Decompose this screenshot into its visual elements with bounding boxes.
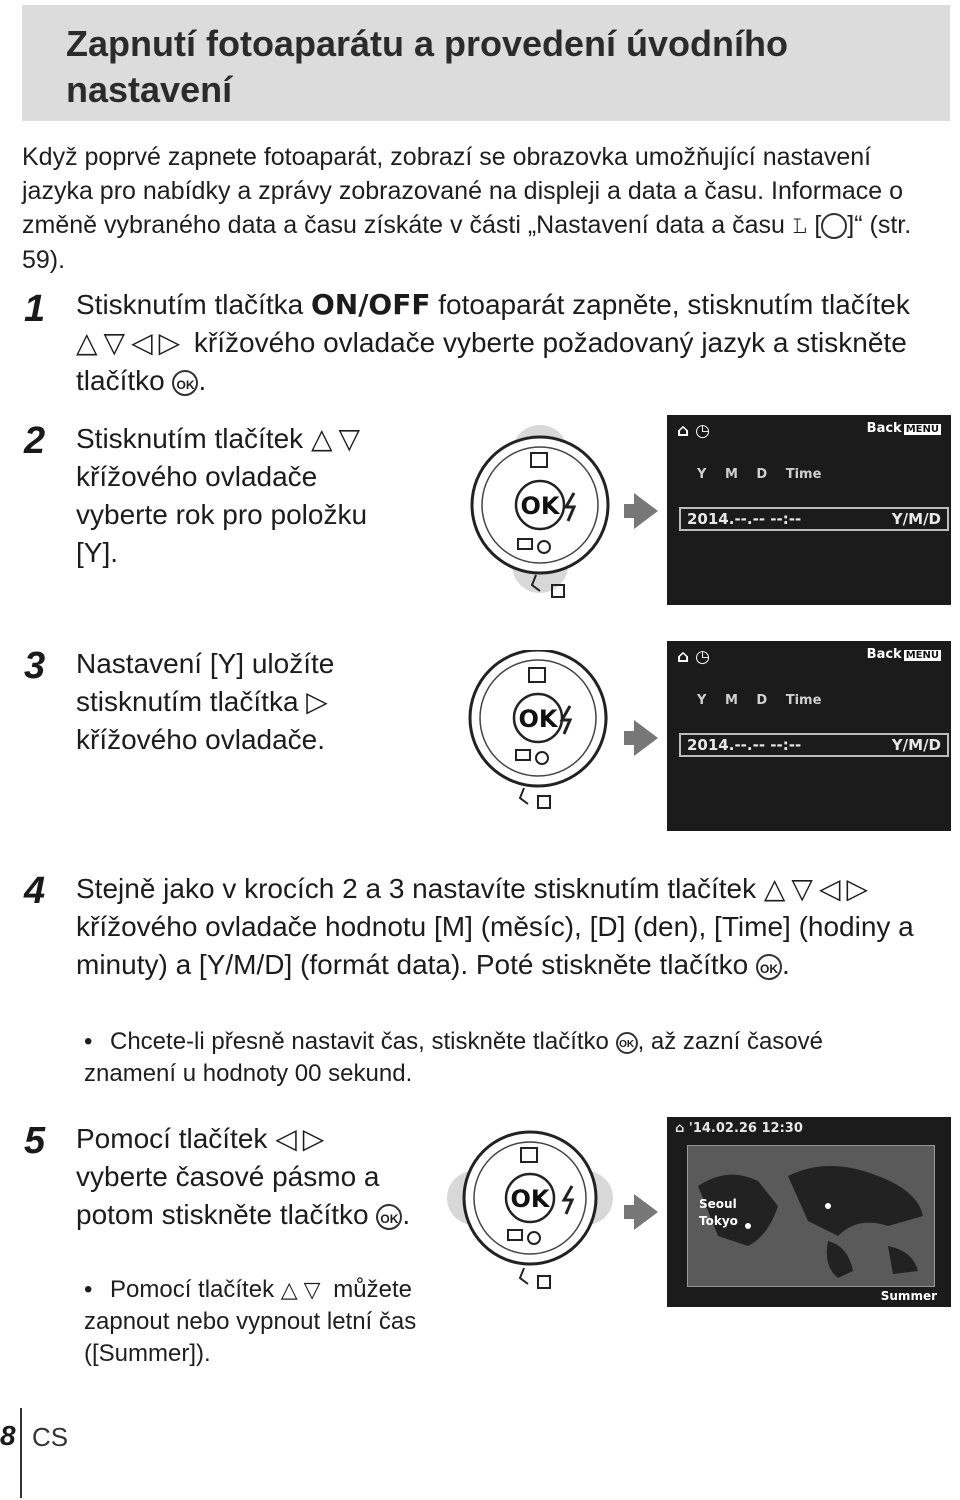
- step-5-number: 5: [24, 1120, 46, 1162]
- lcd-columns: Y M D Time: [697, 693, 822, 708]
- menu-tag: MENU: [905, 424, 939, 435]
- lcd-world-time: [667, 1117, 951, 1307]
- up-down-icon: △▽: [280, 1277, 327, 1302]
- language-code: CS: [32, 1422, 69, 1452]
- right-icon: ▷: [306, 686, 334, 717]
- control-dial-step3: [458, 650, 618, 815]
- lcd-format: Y/M/D: [891, 736, 941, 754]
- step-5-text-b: vyberte časové pásmo a potom stiskněte tlačítko: [76, 1161, 380, 1230]
- lcd-columns: Y M D Time: [697, 467, 822, 482]
- step-3-text: [76, 645, 396, 759]
- ok-button-icon: OK: [376, 1204, 402, 1230]
- step-2-text-b: křížového ovladače vyberte rok pro položku [Y].: [76, 461, 368, 568]
- lcd-date-field: 2014.--.-- --:--: [679, 507, 949, 531]
- step-2-text: [76, 420, 416, 572]
- step-1-text-c: křížového ovladače vyberte požadovaný jazyk a stiskněte tlačítko: [76, 327, 907, 396]
- svg-text:OK: OK: [510, 1185, 550, 1213]
- back-label: Back MENU: [866, 647, 939, 662]
- step-1-end: .: [198, 365, 207, 396]
- world-time-header: ⌂ '14.02.26 12:30: [675, 1121, 803, 1136]
- step-5-bullet: • Pomocí tlačítek △▽ můžete zapnout nebo vypnout letní čas ([Summer]).: [84, 1276, 417, 1367]
- ok-button-icon: OK: [756, 954, 782, 980]
- svg-text:OK: OK: [518, 705, 558, 733]
- city-tokyo: Tokyo: [699, 1214, 738, 1228]
- summer-label: Summer: [880, 1289, 937, 1303]
- step-1-text-b: fotoaparát zapněte, stisknutím tlačítek: [438, 289, 910, 320]
- step-3-text-b: křížového ovladače.: [76, 724, 326, 755]
- arrow-right-icon: [634, 1194, 658, 1230]
- lcd-screen-step3: [667, 641, 951, 831]
- step-4-text-a: Stejně jako v krocích 2 a 3 nastavíte stisknutím tlačítek: [76, 873, 757, 904]
- step-3-text-a: Nastavení [Y] uložíte stisknutím tlačítka: [76, 648, 335, 717]
- lcd-date-field: 2014.--.-- --:--: [679, 733, 949, 757]
- page-title: Zapnutí fotoaparátu a provedení úvodního nastavení: [66, 23, 789, 110]
- arrow-right-icon: [634, 493, 658, 529]
- title-box: [22, 5, 950, 121]
- step-5-text: Pomocí tlačítek ◁▷ vyberte časové pásmo a potom stiskněte tlačítko OK .: [76, 1123, 411, 1230]
- ok-button-icon: OK: [172, 370, 198, 396]
- step-3-number: 3: [24, 645, 46, 687]
- back-label: Back MENU: [866, 421, 939, 436]
- step-1-text-a: Stisknutím tlačítka: [76, 289, 304, 320]
- step-2-text-a: Stisknutím tlačítek: [76, 423, 304, 454]
- footer-divider: [20, 1408, 22, 1498]
- intro-paragraph: Když poprvé zapnete fotoaparát, zobrazí se obrazovka umožňující nastavení jazyka pro nabídky a zprávy zobrazované na displeji a data a času. Informace o změně vybraného data a času získáte v části „Nastavení data a času 𝙻 [ ]“ (str. 59).: [22, 143, 912, 274]
- home-clock-icon: ⌂ ◷: [677, 647, 710, 667]
- step-4-number: 4: [24, 870, 46, 912]
- intro-text: Když poprvé zapnete fotoaparát, zobrazí se obrazovka umožňující nastavení jazyka pro nabídky a zprávy zobrazované na displeji a data a času. Informace o změně vybraného data a času získáte v části „Nastavení data a času: [22, 143, 904, 239]
- home-clock-icon: ⌂ ◷: [677, 421, 710, 441]
- step-4-text: Stejně jako v krocích 2 a 3 nastavíte stisknutím tlačítek △▽◁▷ křížového ovladače hodnotu [M] (měsíc), [D] (den), [Time] (hodiny a minuty) a [Y/M/D] (formát data). Poté stiskněte tlačítko OK .: [76, 873, 914, 980]
- step-4-text-b: křížového ovladače hodnotu [M] (měsíc), [D] (den), [Time] (hodiny a minuty) a [Y/M/D] (formát data). Poté stiskněte tlačítko: [76, 911, 914, 980]
- step-2-number: 2: [24, 420, 46, 462]
- clock-icon: [821, 213, 847, 239]
- ok-button-icon: OK: [616, 1032, 638, 1054]
- left-right-icon: ◁▷: [275, 1123, 331, 1154]
- lcd-format: Y/M/D: [891, 510, 941, 528]
- step-5-text-a: Pomocí tlačítek: [76, 1123, 268, 1154]
- arrow-pad-icon: △▽◁▷: [76, 327, 187, 358]
- arrow-pad-icon: △▽◁▷: [763, 873, 875, 904]
- ok-label: OK: [520, 492, 560, 520]
- page-number: 8: [0, 1420, 16, 1451]
- arrow-right-icon: [634, 720, 658, 756]
- control-dial-step5: [446, 1130, 621, 1295]
- wrench-icon: 𝙻: [791, 213, 808, 238]
- step-4-bullet: • Chcete-li přesně nastavit čas, stiskněte tlačítko OK , až zazní časové znamení u hodnoty 00 sekund.: [84, 1028, 823, 1087]
- step-1-number: 1: [24, 288, 46, 330]
- up-down-icon: △▽: [310, 423, 367, 454]
- city-seoul: Seoul: [699, 1197, 737, 1211]
- onoff-label: ON/OFF: [310, 288, 431, 321]
- lcd-screen-step2: [667, 415, 951, 605]
- intro-ref: ]“ (str. 59).: [22, 211, 912, 274]
- step-1-text: [76, 286, 936, 400]
- control-dial-step2: [470, 415, 620, 605]
